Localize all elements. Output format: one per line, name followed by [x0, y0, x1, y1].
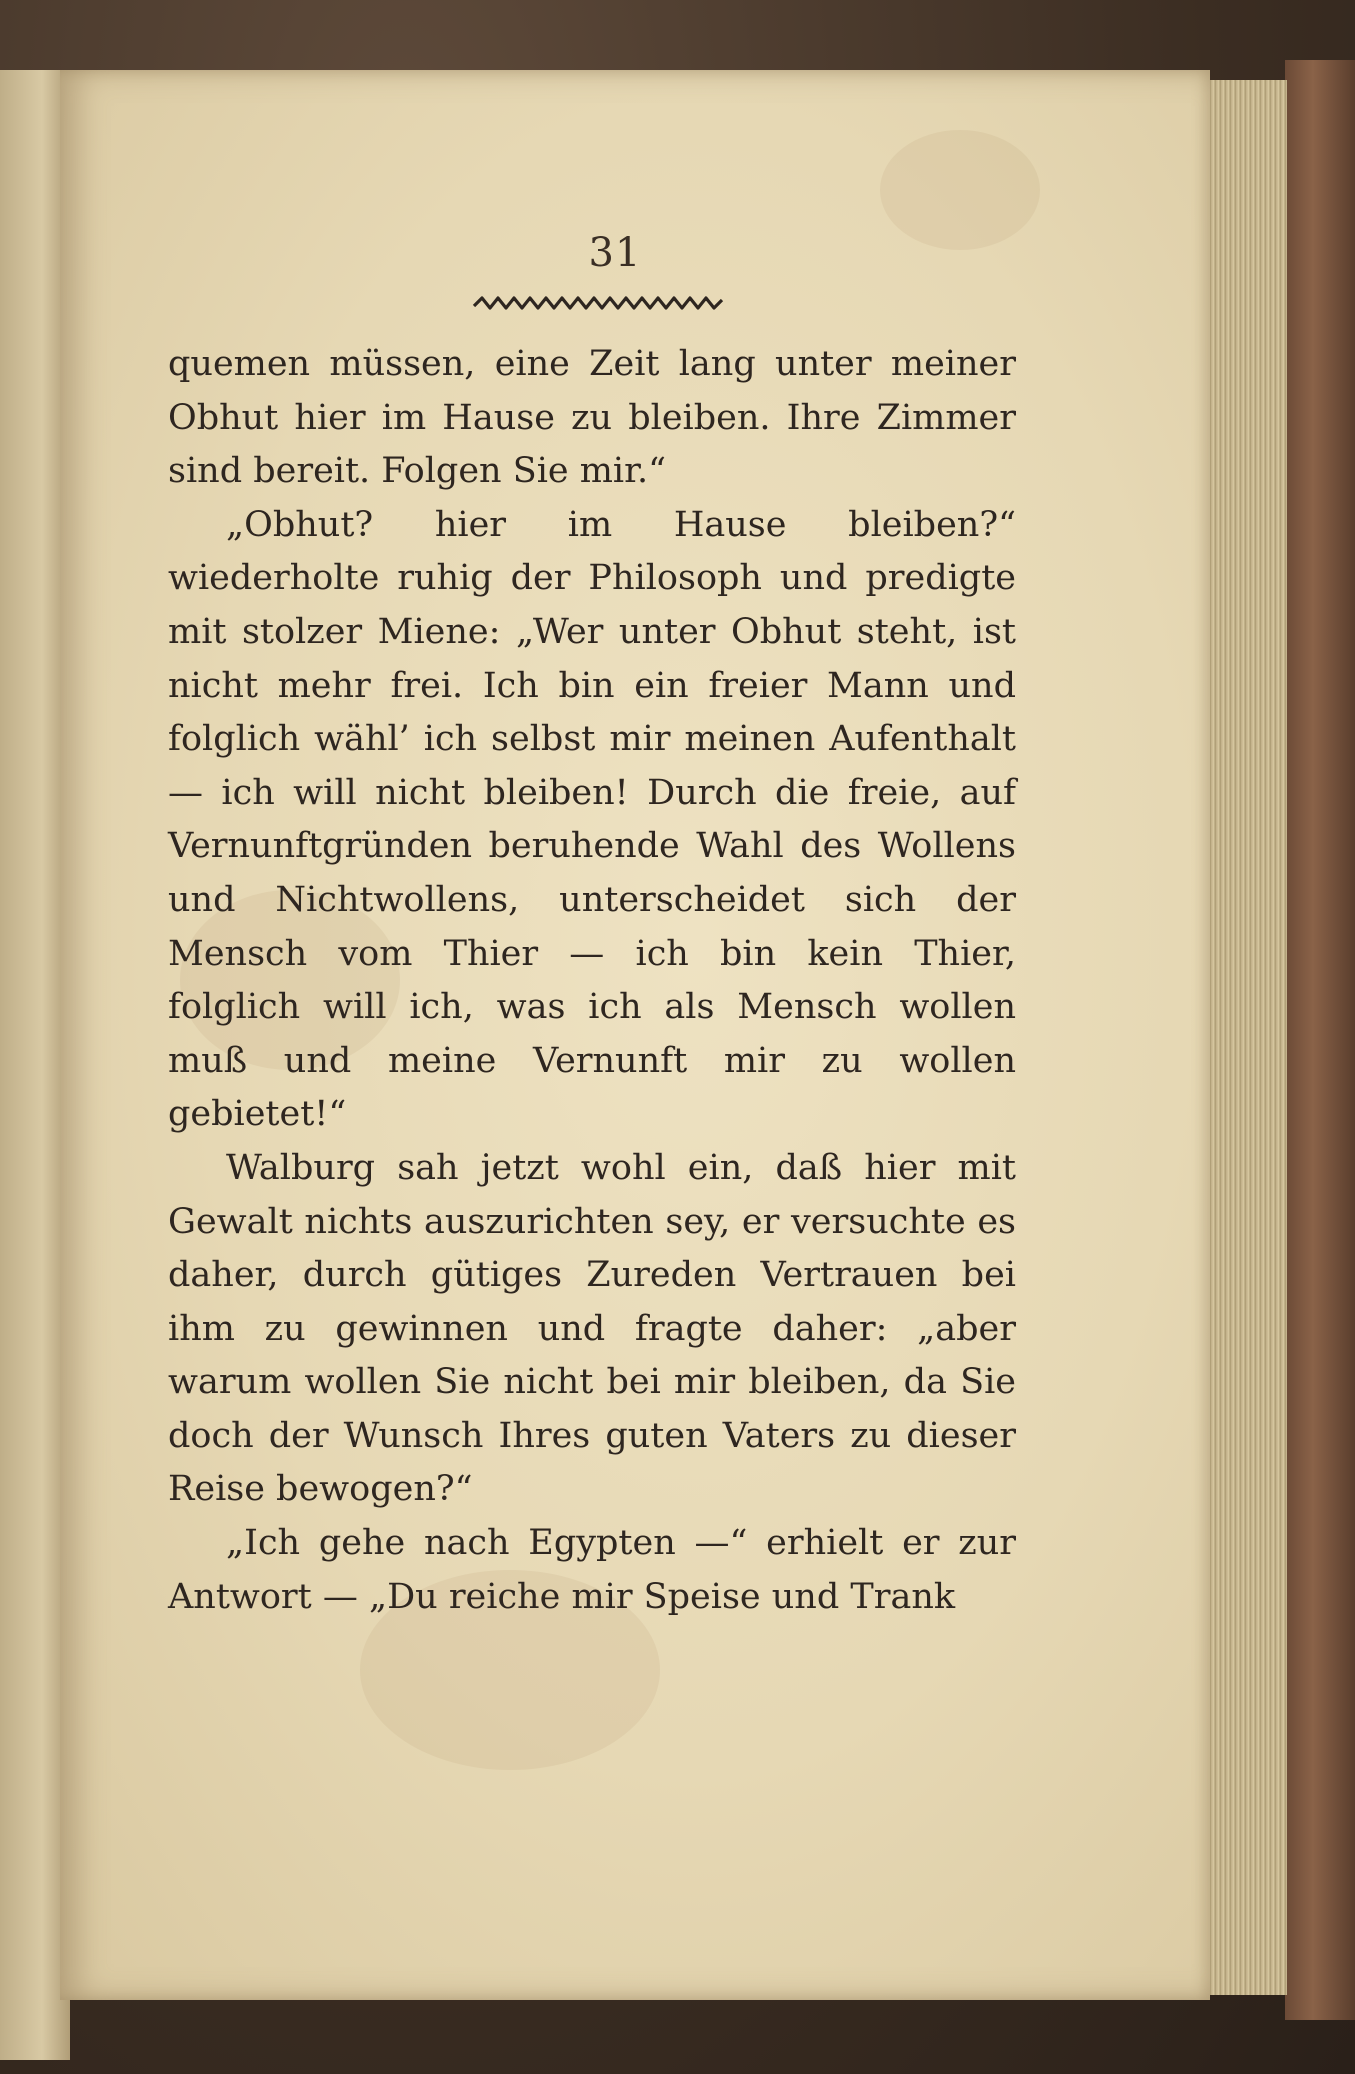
page-number: 31: [588, 230, 642, 276]
paragraph-continuation: quemen müssen, eine Zeit lang unter meiner Obhut hier im Hause zu bleiben. Ihre Zimmer sind bereit. Folgen Sie mir.“: [168, 344, 1016, 492]
wavy-rule-ornament: [470, 292, 730, 316]
book-page: [60, 70, 1210, 2000]
paragraph-philosopher-reply: „Obhut? hier im Hause bleiben?“ wiederholte ruhig der Philosoph und predigte mit stolzer Miene: „Wer unter Obhut steht, ist nicht mehr frei. Ich bin ein freier Mann und folglich wähl’ ich selbst mir meinen Aufenthalt — ich will nicht bleiben! Durch die freie, auf Vernunftgründen beruhende Wahl des Wollens und Nichtwollens, unterscheidet sich der Mensch vom Thier — ich bin kein Thier, folglich will ich, was ich als Mensch wollen muß und meine Vernunft mir zu wollen gebietet!“: [168, 504, 1016, 1135]
paragraph-walburg: Walburg sah jetzt wohl ein, daß hier mit Gewalt nichts auszurichten sey, er versuchte es daher, durch gütiges Zureden Vertrauen bei ihm zu gewinnen und fragte daher: „aber warum wollen Sie nicht bei mir bleiben, da Sie doch der Wunsch Ihres guten Vaters zu dieser Reise bewogen?“: [168, 1147, 1016, 1510]
paragraph-egypt: „Ich gehe nach Egypten —“ erhielt er zur Antwort — „Du reiche mir Speise und Trank: [168, 1523, 1016, 1617]
book-spine-edge: [1285, 60, 1355, 2020]
paper-stain: [880, 130, 1040, 250]
body-text: [168, 338, 1016, 1624]
page-stack-edges: [1205, 80, 1287, 1995]
